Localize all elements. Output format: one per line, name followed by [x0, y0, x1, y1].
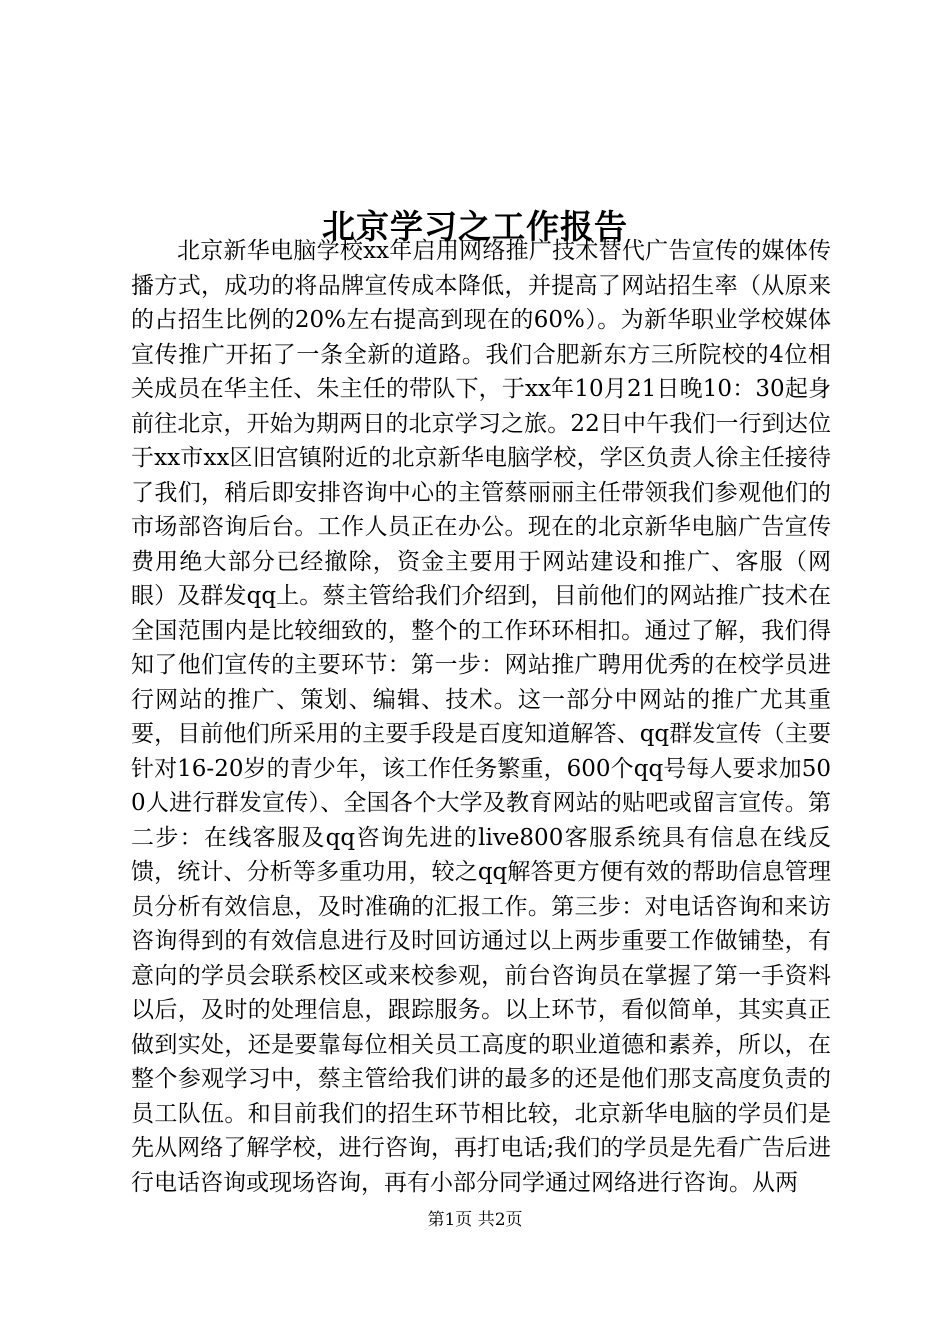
- document-body-paragraph: 北京新华电脑学校xx年启用网络推广技术替代广告宣传的媒体传播方式，成功的将品牌宣传成本降低，并提高了网站招生率（从原来的占招生比例的20%左右提高到现在的60%）。为新华职业学校媒体宣传推广开拓了一条全新的道路。我们合肥新东方三所院校的4位相关成员在华主任、朱主任的带队下，于xx年10月21日晚10：30起身前往北京，开始为期两日的北京学习之旅。22日中午我们一行到达位于xx市xx区旧宫镇附近的北京新华电脑学校，学区负责人徐主任接待了我们，稍后即安排咨询中心的主管蔡丽丽主任带领我们参观他们的市场部咨询后台。工作人员正在办公。现在的北京新华电脑广告宣传费用绝大部分已经撤除，资金主要用于网站建设和推广、客服（网眼）及群发qq上。蔡主管给我们介绍到，目前他们的网站推广技术在全国范围内是比较细致的，整个的工作环环相扣。通过了解，我们得知了他们宣传的主要环节：第一步：网站推广聘用优秀的在校学员进行网站的推广、策划、编辑、技术。这一部分中网站的推广尤其重要，目前他们所采用的主要手段是百度知道解答、qq群发宣传（主要针对16-20岁的青少年，该工作任务繁重，600个qq号每人要求加500人进行群发宣传）、全国各个大学及教育网站的贴吧或留言宣传。第二步：在线客服及qq咨询先进的live800客服系统具有信息在线反馈，统计、分析等多重功用，较之qq解答更方便有效的帮助信息管理员分析有效信息，及时准确的汇报工作。第三步：对电话咨询和来访咨询得到的有效信息进行及时回访通过以上两步重要工作做铺垫，有意向的学员会联系校区或来校参观，前台咨询员在掌握了第一手资料以后，及时的处理信息，跟踪服务。以上环节，看似简单，其实真正做到实处，还是要靠每位相关员工高度的职业道德和素养，所以，在整个参观学习中，蔡主管给我们讲的最多的还是他们那支高度负责的员工队伍。和目前我们的招生环节相比较，北京新华电脑的学员们是先从网络了解学校，进行咨询，再打电话;我们的学员是先看广告后进行电话咨询或现场咨询，再有小部分同学通过网络进行咨询。从两: [131, 238, 831, 1196]
- page-number-footer: 第1页 共2页: [427, 1210, 523, 1230]
- document-title: 北京学习之工作报告: [322, 207, 628, 247]
